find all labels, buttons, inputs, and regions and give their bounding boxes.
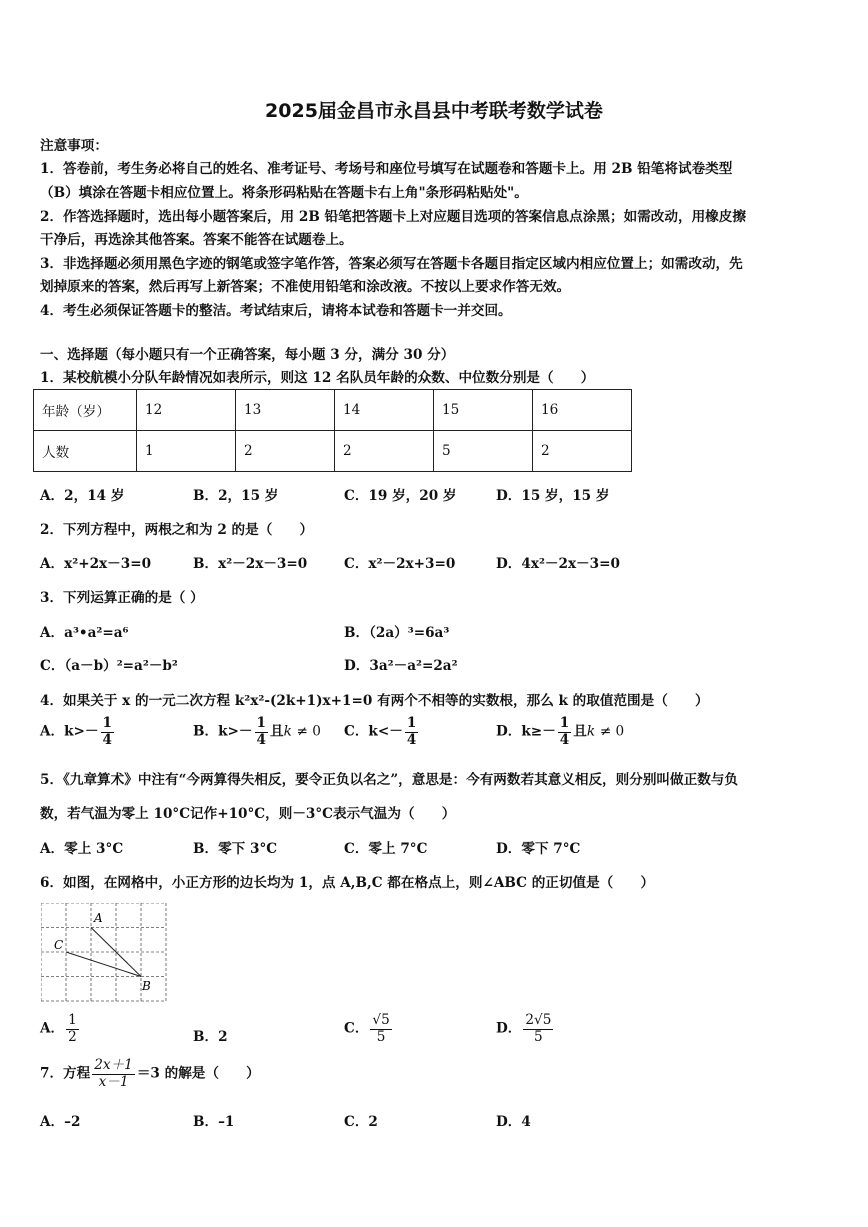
q7-suffix: ＝3 的解是（ ） <box>136 1065 260 1082</box>
option-c: C．（a－b）²=a²－b² <box>40 658 178 674</box>
option-label: A．k>－ <box>40 723 99 740</box>
table-row <box>34 431 632 472</box>
denominator: x－1 <box>98 1073 129 1090</box>
option-a: A．a³•a²=a⁶ <box>40 625 129 641</box>
table-cell: 1 <box>137 431 236 472</box>
option-label: B．k>－ <box>193 723 253 740</box>
table-cell: 5 <box>434 431 533 472</box>
option-c: C．零上 7°C <box>344 841 428 857</box>
option-a: A．x²+2x－3=0 <box>40 556 152 572</box>
fraction <box>370 1013 391 1045</box>
option-label: D． <box>496 1020 522 1037</box>
table-cell: 13 <box>236 390 335 431</box>
numerator: 1 <box>256 715 266 731</box>
neq-zero: ≠ 0 <box>296 723 321 740</box>
option-label: D．k≥－ <box>496 723 556 740</box>
option-a <box>40 716 116 748</box>
option-b: B．x²－2x－3=0 <box>193 556 308 572</box>
option-c <box>344 1013 394 1045</box>
denominator: 5 <box>534 1028 543 1045</box>
table-cell: 14 <box>335 390 434 431</box>
point-label-a: A <box>94 911 103 925</box>
option-b: B．（2a）³=6a³ <box>344 625 450 641</box>
numerator: 1 <box>406 715 417 731</box>
option-b: B．2，15 岁 <box>193 488 279 504</box>
denominator: 4 <box>559 731 570 748</box>
table-cell: 12 <box>137 390 236 431</box>
notice-line: 4．考生必须保证答题卡的整洁。考试结束后，请将本试卷和答题卡一并交回。 <box>40 303 512 319</box>
fraction <box>66 1013 79 1045</box>
notice-line: 2．作答选择题时，选出每小题答案后，用 2B 铅笔把答题卡上对应题目选项的答案信息点涂黑；如需改动，用橡皮擦 <box>40 209 746 225</box>
table-row <box>34 390 632 431</box>
question-1-stem: 1．某校航模小分队年龄情况如表所示，则这 12 名队员年龄的众数、中位数分别是（ ） <box>40 370 595 386</box>
question-7-stem <box>40 1058 260 1090</box>
fraction <box>101 716 114 748</box>
numerator: 2x＋1 <box>94 1057 133 1073</box>
table-cell: 人数 <box>34 431 137 472</box>
question-2-stem: 2．下列方程中，两根之和为 2 的是（ ） <box>40 522 314 538</box>
k-variable: k <box>283 723 292 740</box>
table-cell: 15 <box>434 390 533 431</box>
question-5-line: 5．《九章算术》中注有“今两算得失相反，要令正负以名之”，意思是：今有两数若其意义相反，则分别叫做正数与负 <box>40 772 738 788</box>
section-heading: 一、选择题（每小题只有一个正确答案，每小题 3 分，满分 30 分） <box>40 347 455 363</box>
denominator: 5 <box>376 1028 386 1045</box>
segment-cb <box>66 952 141 977</box>
option-d: D．15 岁，15 岁 <box>496 488 610 504</box>
option-label: C． <box>344 1020 369 1037</box>
question-4-stem: 4．如果关于 x 的一元二次方程 k²x²-(2k+1)x+1=0 有两个不相等的实数根，那么 k 的取值范围是（ ） <box>40 693 709 709</box>
question-3-stem: 3．下列运算正确的是（ ） <box>40 590 204 606</box>
table-cell: 2 <box>236 431 335 472</box>
numerator: √5 <box>372 1012 390 1028</box>
page-title: 2025届金昌市永昌县中考联考数学试卷 <box>265 100 603 122</box>
fraction <box>523 1013 553 1045</box>
point-label-c: C <box>54 938 64 952</box>
table-cell: 年龄（岁） <box>34 390 137 431</box>
condition-text: 且 <box>573 723 587 740</box>
fraction <box>405 716 418 748</box>
option-label: A． <box>40 1020 65 1037</box>
option-d <box>496 1013 555 1045</box>
denominator: 2 <box>68 1028 77 1045</box>
option-c: C．x²－2x+3=0 <box>344 556 456 572</box>
notice-line: 划掉原来的答案，然后再写上新答案；不准使用铅笔和涂改液。不按以上要求作答无效。 <box>40 279 571 295</box>
condition-text: 且 <box>269 723 284 740</box>
fraction <box>558 716 571 748</box>
table-cell: 2 <box>533 431 632 472</box>
option-d: D．零下 7°C <box>496 841 581 857</box>
notice-line: 1．答卷前，考生务必将自己的姓名、准考证号、考场号和座位号填写在试题卷和答题卡上。用 2B 铅笔将试卷类型 <box>40 161 733 177</box>
denominator: 4 <box>256 731 266 748</box>
numerator: 2√5 <box>525 1012 552 1028</box>
fraction <box>255 716 268 748</box>
denominator: 4 <box>406 731 417 748</box>
notice-line: 3．非选择题必须用黑色字迹的钢笔或签字笔作答，答案必须写在答题卡各题目指定区域内相应位置上；如需改动，先 <box>40 256 743 272</box>
q7-prefix: 7．方程 <box>40 1065 91 1082</box>
k-variable: k <box>586 723 596 740</box>
option-a: A．零上 3°C <box>40 841 124 857</box>
option-a <box>40 1013 81 1045</box>
option-c: C．2 <box>344 1114 378 1130</box>
notice-line: 干净后，再选涂其他答案。答案不能答在试题卷上。 <box>40 232 353 248</box>
option-label: C．k<－ <box>344 723 403 740</box>
option-b: B．2 <box>193 1029 228 1045</box>
table-cell: 2 <box>335 431 434 472</box>
notice-heading: 注意事项： <box>40 138 108 154</box>
option-a: A．2，14 岁 <box>40 488 125 504</box>
option-d: D．3a²－a²=2a² <box>344 658 458 674</box>
neq-zero: ≠ 0 <box>599 723 625 740</box>
option-b: B．零下 3°C <box>193 841 278 857</box>
numerator: 1 <box>102 715 113 731</box>
table-cell: 16 <box>533 390 632 431</box>
fraction <box>92 1058 135 1090</box>
option-c <box>344 716 420 748</box>
question-6-stem: 6．如图，在网格中，小正方形的边长均为 1，点 A,B,C 都在格点上，则∠ABC 的正切值是（ ） <box>40 875 655 891</box>
numerator: 1 <box>559 715 570 731</box>
option-c: C．19 岁，20 岁 <box>344 488 457 504</box>
numerator: 1 <box>68 1012 77 1028</box>
option-a: A．–2 <box>40 1114 81 1130</box>
option-b: B．–1 <box>193 1114 235 1130</box>
question-5-line: 数，若气温为零上 10°C记作+10°C，则－3°C表示气温为（ ） <box>40 806 456 822</box>
notice-line: （B）填涂在答题卡相应位置上。将条形码粘贴在答题卡右上角"条形码粘贴处"。 <box>40 185 528 201</box>
denominator: 4 <box>102 731 113 748</box>
option-b <box>193 716 321 748</box>
age-table <box>33 389 632 472</box>
option-d: D．4x²－2x－3=0 <box>496 556 620 572</box>
option-d <box>496 716 624 748</box>
point-label-b: B <box>142 979 151 993</box>
option-d: D．4 <box>496 1114 531 1130</box>
grid-figure <box>41 903 169 1003</box>
